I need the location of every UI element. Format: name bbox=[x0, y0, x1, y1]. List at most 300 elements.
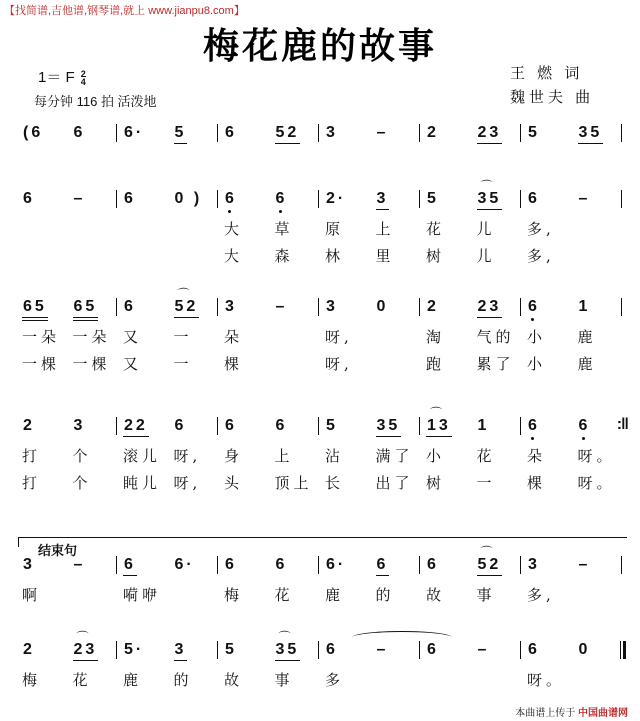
lyrics-measure bbox=[325, 327, 426, 354]
note: 5 bbox=[528, 124, 540, 141]
note: 6 bbox=[23, 190, 35, 207]
barline bbox=[116, 190, 118, 208]
note: 2· bbox=[326, 190, 347, 207]
lyrics-measure bbox=[426, 670, 527, 697]
lyric bbox=[174, 585, 225, 607]
lyric bbox=[376, 354, 427, 376]
measure bbox=[224, 555, 325, 577]
lyric: 跑 bbox=[426, 355, 446, 373]
key-signature bbox=[38, 66, 86, 87]
lyric: 累了 bbox=[476, 355, 515, 373]
lyrics-measure bbox=[426, 219, 527, 246]
barline bbox=[520, 124, 522, 142]
measure bbox=[224, 416, 325, 438]
repeat-end-barline: :‖ bbox=[616, 416, 628, 433]
note: 65 bbox=[73, 297, 99, 321]
barline bbox=[318, 417, 320, 435]
lyrics-measure bbox=[325, 219, 426, 246]
lyric: 个 bbox=[72, 474, 92, 492]
measure bbox=[22, 123, 123, 145]
measure bbox=[123, 640, 224, 662]
note: 6 bbox=[427, 556, 439, 573]
measure bbox=[426, 123, 527, 145]
note-slot bbox=[426, 123, 477, 145]
note-slot bbox=[123, 416, 174, 438]
note: – bbox=[477, 641, 490, 658]
measure bbox=[123, 416, 224, 438]
measure bbox=[123, 123, 224, 145]
note: 3 bbox=[225, 298, 237, 315]
barline bbox=[217, 190, 219, 208]
note: 3 bbox=[23, 556, 35, 573]
lyric bbox=[174, 246, 225, 268]
note: 6 bbox=[528, 190, 540, 207]
barline bbox=[419, 417, 421, 435]
note: 1 bbox=[578, 298, 591, 315]
note-slot bbox=[224, 123, 275, 145]
lyric: 鹿 bbox=[577, 328, 597, 346]
note: 1 bbox=[477, 417, 490, 434]
lyric bbox=[73, 219, 124, 241]
lyric: 的 bbox=[173, 671, 193, 689]
lyric: 一棵 bbox=[22, 355, 61, 373]
lyric: 原 bbox=[325, 220, 345, 238]
lyric: 一 bbox=[173, 328, 193, 346]
note: 6 bbox=[275, 417, 288, 434]
lyric: 故 bbox=[426, 586, 446, 604]
note-slot bbox=[527, 189, 578, 211]
lyrics-measure bbox=[527, 246, 628, 273]
lyric: 多, bbox=[527, 247, 555, 265]
lyric bbox=[376, 670, 427, 692]
lyric: 沾 bbox=[325, 447, 345, 465]
note: 0 bbox=[376, 298, 389, 315]
lyrics-measure bbox=[22, 246, 123, 273]
lyric: 一朵 bbox=[72, 328, 111, 346]
barline bbox=[217, 298, 219, 316]
note-slot bbox=[224, 640, 275, 662]
lyric: 啊 bbox=[22, 586, 42, 604]
barline bbox=[520, 556, 522, 574]
lyric bbox=[73, 246, 124, 268]
lyrics-spacer bbox=[22, 577, 628, 585]
song-title: 梅花鹿的故事 bbox=[202, 26, 437, 67]
note: – bbox=[73, 556, 86, 573]
barline bbox=[318, 298, 320, 316]
note: 2 bbox=[23, 417, 35, 434]
lyrics-measure bbox=[123, 446, 224, 473]
note: 2 bbox=[427, 298, 439, 315]
note: 0 bbox=[578, 641, 591, 658]
lyrics-measure bbox=[325, 670, 426, 697]
lyric bbox=[477, 670, 528, 692]
lyric: 森 bbox=[274, 247, 294, 265]
note: 35 bbox=[578, 123, 604, 144]
note: 6· bbox=[124, 124, 145, 141]
note: 6 bbox=[124, 190, 136, 207]
barline bbox=[217, 124, 219, 142]
barline bbox=[217, 556, 219, 574]
note-slot bbox=[224, 297, 275, 319]
lyrics-measure bbox=[123, 354, 224, 381]
note-slot bbox=[22, 555, 73, 577]
lyric: 大 bbox=[224, 247, 244, 265]
note-slot bbox=[426, 297, 477, 319]
time-sig-top: 2 bbox=[80, 69, 86, 80]
lyric: 一 bbox=[173, 355, 193, 373]
lyric: 花 bbox=[72, 671, 92, 689]
note-slot bbox=[527, 416, 578, 438]
measure bbox=[527, 640, 628, 662]
lyrics-measure bbox=[426, 446, 527, 473]
lyric: 又 bbox=[123, 355, 143, 373]
barline bbox=[419, 124, 421, 142]
footer-prefix: 本曲谱上传于 bbox=[515, 708, 576, 719]
measure bbox=[22, 555, 123, 577]
lyric: 花 bbox=[476, 447, 496, 465]
lyrics-measure bbox=[123, 473, 224, 500]
lyrics-row-2 bbox=[22, 473, 628, 500]
note-slot bbox=[224, 416, 275, 438]
note: 5 bbox=[427, 190, 439, 207]
note: 6 bbox=[174, 417, 187, 434]
lyric bbox=[22, 246, 73, 268]
lyrics-spacer bbox=[22, 211, 628, 219]
lyric: 又 bbox=[123, 328, 143, 346]
barline bbox=[116, 641, 118, 659]
note-slot bbox=[22, 123, 73, 145]
barline bbox=[419, 298, 421, 316]
lyric: 儿 bbox=[476, 247, 496, 265]
measure bbox=[527, 555, 628, 577]
lyric: 一 bbox=[476, 474, 496, 492]
lyric: 顶上 bbox=[274, 474, 313, 492]
note: 6· bbox=[326, 556, 347, 573]
lyric: 故 bbox=[224, 671, 244, 689]
note-slot bbox=[426, 406, 477, 438]
note: 23 ⌒ bbox=[73, 640, 99, 661]
measure bbox=[224, 630, 325, 662]
lyrics-measure bbox=[426, 354, 527, 381]
lyric bbox=[73, 585, 124, 607]
lyric: 头 bbox=[224, 474, 244, 492]
note: 22 bbox=[123, 416, 149, 437]
lyrics-spacer bbox=[22, 145, 628, 153]
measure bbox=[527, 297, 628, 319]
lyrics-spacer bbox=[22, 319, 628, 327]
lyrics-measure bbox=[527, 354, 628, 381]
lyric bbox=[426, 670, 477, 692]
note: 5· bbox=[124, 641, 145, 658]
lyric: 儿 bbox=[476, 220, 496, 238]
lyricist-credit: 王 燃 词 bbox=[510, 65, 584, 82]
lyric: 上 bbox=[375, 220, 395, 238]
note: 2 bbox=[23, 641, 35, 658]
barline bbox=[520, 641, 522, 659]
barline bbox=[116, 417, 118, 435]
lyrics-spacer bbox=[22, 662, 628, 670]
note: 6· bbox=[174, 556, 195, 573]
lyrics-measure bbox=[224, 473, 325, 500]
note: – bbox=[578, 190, 591, 207]
lyrics-measure bbox=[224, 354, 325, 381]
lyrics-measure bbox=[325, 585, 426, 612]
lyrics-measure bbox=[123, 585, 224, 612]
lyrics-measure bbox=[325, 446, 426, 473]
lyric: 嗬咿 bbox=[123, 586, 162, 604]
note-slot bbox=[527, 123, 578, 145]
lyrics-measure bbox=[325, 246, 426, 273]
note: 52 bbox=[275, 123, 301, 144]
barline bbox=[621, 556, 623, 574]
lyric bbox=[578, 246, 629, 268]
barline bbox=[116, 298, 118, 316]
lyric: 花 bbox=[426, 220, 446, 238]
lyric: 出了 bbox=[375, 474, 414, 492]
site-banner-link[interactable]: 【找简谱,吉他谱,钢琴谱,就上 www.jianpu8.com】 bbox=[4, 5, 245, 17]
lyrics-measure bbox=[527, 670, 628, 697]
lyric bbox=[578, 585, 629, 607]
lyric bbox=[578, 670, 629, 692]
note: – bbox=[376, 124, 389, 141]
note: – bbox=[376, 641, 389, 658]
staff-system bbox=[22, 179, 628, 273]
note: – bbox=[578, 556, 591, 573]
lyric bbox=[275, 354, 326, 376]
lyrics-measure bbox=[22, 670, 123, 697]
note-slot bbox=[22, 416, 73, 438]
lyrics-measure bbox=[325, 473, 426, 500]
lyric: 小 bbox=[426, 447, 446, 465]
measure bbox=[426, 406, 527, 438]
staff-system bbox=[22, 287, 628, 381]
notes-row bbox=[22, 287, 628, 319]
lyric: 呀, bbox=[173, 474, 202, 492]
measure bbox=[325, 123, 426, 145]
lyrics-row-1 bbox=[22, 446, 628, 473]
note: 6 bbox=[427, 641, 439, 658]
note-slot bbox=[325, 416, 376, 438]
slur-mark: ⌒ bbox=[278, 630, 294, 644]
measure bbox=[224, 123, 325, 145]
note: 3 bbox=[376, 189, 390, 210]
tie-arc bbox=[352, 631, 452, 644]
lyric: 一棵 bbox=[72, 355, 111, 373]
lyrics-measure bbox=[22, 585, 123, 612]
lyric bbox=[578, 219, 629, 241]
slur-mark: ⌒ bbox=[177, 287, 193, 301]
barline bbox=[419, 556, 421, 574]
note: 6 bbox=[123, 555, 137, 576]
note: 6 bbox=[225, 190, 237, 207]
note-slot bbox=[224, 555, 275, 577]
lyrics-row-1 bbox=[22, 327, 628, 354]
measure bbox=[22, 416, 123, 438]
note: 6 bbox=[73, 124, 86, 141]
lyrics-measure bbox=[527, 327, 628, 354]
barline bbox=[621, 298, 623, 316]
lyric: 花 bbox=[274, 586, 294, 604]
slur-mark: ⌒ bbox=[480, 545, 496, 559]
lyrics-measure bbox=[22, 354, 123, 381]
note-slot bbox=[325, 189, 376, 211]
lyric bbox=[123, 219, 174, 241]
note: 5 bbox=[225, 641, 237, 658]
lyric: 鹿 bbox=[577, 355, 597, 373]
lyrics-measure bbox=[224, 246, 325, 273]
note: 3 bbox=[326, 124, 338, 141]
lyric: 小 bbox=[527, 355, 547, 373]
measure bbox=[426, 179, 527, 211]
note: 5 bbox=[174, 123, 188, 144]
barline bbox=[318, 124, 320, 142]
composer-credit: 魏世夫 曲 bbox=[510, 89, 595, 106]
lyric: 草 bbox=[274, 220, 294, 238]
lyric: 小 bbox=[527, 328, 547, 346]
note: 6 bbox=[225, 556, 237, 573]
note: 6 bbox=[528, 298, 540, 315]
barline bbox=[318, 190, 320, 208]
lyric: 朵 bbox=[527, 447, 547, 465]
note-slot bbox=[325, 555, 376, 577]
ending-bracket bbox=[18, 537, 627, 538]
note-slot bbox=[22, 640, 73, 662]
notes-row bbox=[22, 406, 628, 438]
measure bbox=[426, 297, 527, 319]
lyric: 林 bbox=[325, 247, 345, 265]
barline bbox=[621, 124, 623, 142]
final-barline bbox=[620, 641, 626, 659]
barline bbox=[116, 124, 118, 142]
lyric: 打 bbox=[22, 447, 42, 465]
measure bbox=[123, 287, 224, 319]
note: 6 bbox=[225, 417, 237, 434]
lyrics-measure bbox=[426, 473, 527, 500]
barline bbox=[621, 190, 623, 208]
lyrics-measure bbox=[22, 327, 123, 354]
lyrics-measure bbox=[123, 219, 224, 246]
note: 52 ⌒ bbox=[477, 555, 503, 576]
footer bbox=[515, 704, 628, 719]
lyrics-row-1 bbox=[22, 670, 628, 697]
note-slot bbox=[123, 189, 174, 211]
staff-system bbox=[22, 630, 628, 697]
note: 6 bbox=[124, 298, 136, 315]
lyrics-row-2 bbox=[22, 354, 628, 381]
lyric: 多 bbox=[325, 671, 345, 689]
measure bbox=[224, 189, 325, 211]
lyric bbox=[275, 327, 326, 349]
lyrics-measure bbox=[426, 246, 527, 273]
lyric: 气的 bbox=[476, 328, 515, 346]
lyrics-measure bbox=[325, 354, 426, 381]
measure bbox=[22, 630, 123, 662]
note: 3 bbox=[174, 640, 188, 661]
lyric: 树 bbox=[426, 474, 446, 492]
measure bbox=[527, 416, 628, 438]
note-slot bbox=[123, 123, 174, 145]
note: 6 bbox=[528, 417, 540, 434]
lyric: 长 bbox=[325, 474, 345, 492]
barline bbox=[318, 641, 320, 659]
note: 0 ) bbox=[174, 190, 203, 207]
note: 23 bbox=[477, 297, 503, 318]
notes-row bbox=[22, 179, 628, 211]
lyric: 多, bbox=[527, 586, 555, 604]
lyrics-measure bbox=[123, 670, 224, 697]
note-slot bbox=[426, 555, 477, 577]
lyric: 呀, bbox=[173, 447, 202, 465]
note: – bbox=[275, 298, 288, 315]
note-slot bbox=[325, 297, 376, 319]
lyric: 打 bbox=[22, 474, 42, 492]
barline bbox=[520, 417, 522, 435]
lyric: 事 bbox=[476, 586, 496, 604]
tempo-marking: 每分钟 116 拍 活泼地 bbox=[34, 94, 157, 109]
lyrics-measure bbox=[527, 585, 628, 612]
lyric: 大 bbox=[224, 220, 244, 238]
note: – bbox=[73, 190, 86, 207]
measure bbox=[123, 555, 224, 577]
time-sig-bottom: 4 bbox=[80, 77, 86, 88]
measure bbox=[325, 416, 426, 438]
lyrics-measure bbox=[22, 446, 123, 473]
lyric: 呀。 bbox=[577, 447, 616, 465]
note: 35 ⌒ bbox=[477, 189, 503, 210]
lyrics-measure bbox=[527, 473, 628, 500]
slur-mark: ⌒ bbox=[430, 406, 446, 420]
lyrics-measure bbox=[527, 219, 628, 246]
lyric: 棵 bbox=[224, 355, 244, 373]
lyrics-measure bbox=[123, 327, 224, 354]
note: 6 bbox=[326, 641, 338, 658]
lyrics-measure bbox=[22, 473, 123, 500]
note: 35 bbox=[376, 416, 402, 437]
note-slot bbox=[123, 640, 174, 662]
lyric bbox=[22, 219, 73, 241]
measure bbox=[22, 189, 123, 211]
note: 52 ⌒ bbox=[174, 297, 200, 318]
barline bbox=[318, 556, 320, 574]
lyric: 上 bbox=[274, 447, 294, 465]
lyric: 盹儿 bbox=[123, 474, 162, 492]
lyrics-measure bbox=[426, 327, 527, 354]
note: (6 bbox=[23, 124, 44, 141]
measure bbox=[426, 545, 527, 577]
measure bbox=[527, 189, 628, 211]
note: 6 bbox=[376, 555, 390, 576]
barline bbox=[520, 190, 522, 208]
lyric bbox=[174, 219, 225, 241]
lyric: 鹿 bbox=[325, 586, 345, 604]
footer-site-logo[interactable]: 中国曲谱网 bbox=[578, 708, 628, 719]
note-slot bbox=[527, 640, 578, 662]
note: 3 bbox=[528, 556, 540, 573]
lyrics-measure bbox=[224, 585, 325, 612]
lyric: 呀。 bbox=[577, 474, 616, 492]
measure bbox=[325, 297, 426, 319]
barline bbox=[520, 298, 522, 316]
lyric: 身 bbox=[224, 447, 244, 465]
notes-row bbox=[22, 630, 628, 662]
lyric: 多, bbox=[527, 220, 555, 238]
lyrics-measure bbox=[224, 327, 325, 354]
lyric: 事 bbox=[274, 671, 294, 689]
note-slot bbox=[224, 189, 275, 211]
note-slot bbox=[426, 189, 477, 211]
lyrics-measure bbox=[527, 446, 628, 473]
note: 6 bbox=[528, 641, 540, 658]
